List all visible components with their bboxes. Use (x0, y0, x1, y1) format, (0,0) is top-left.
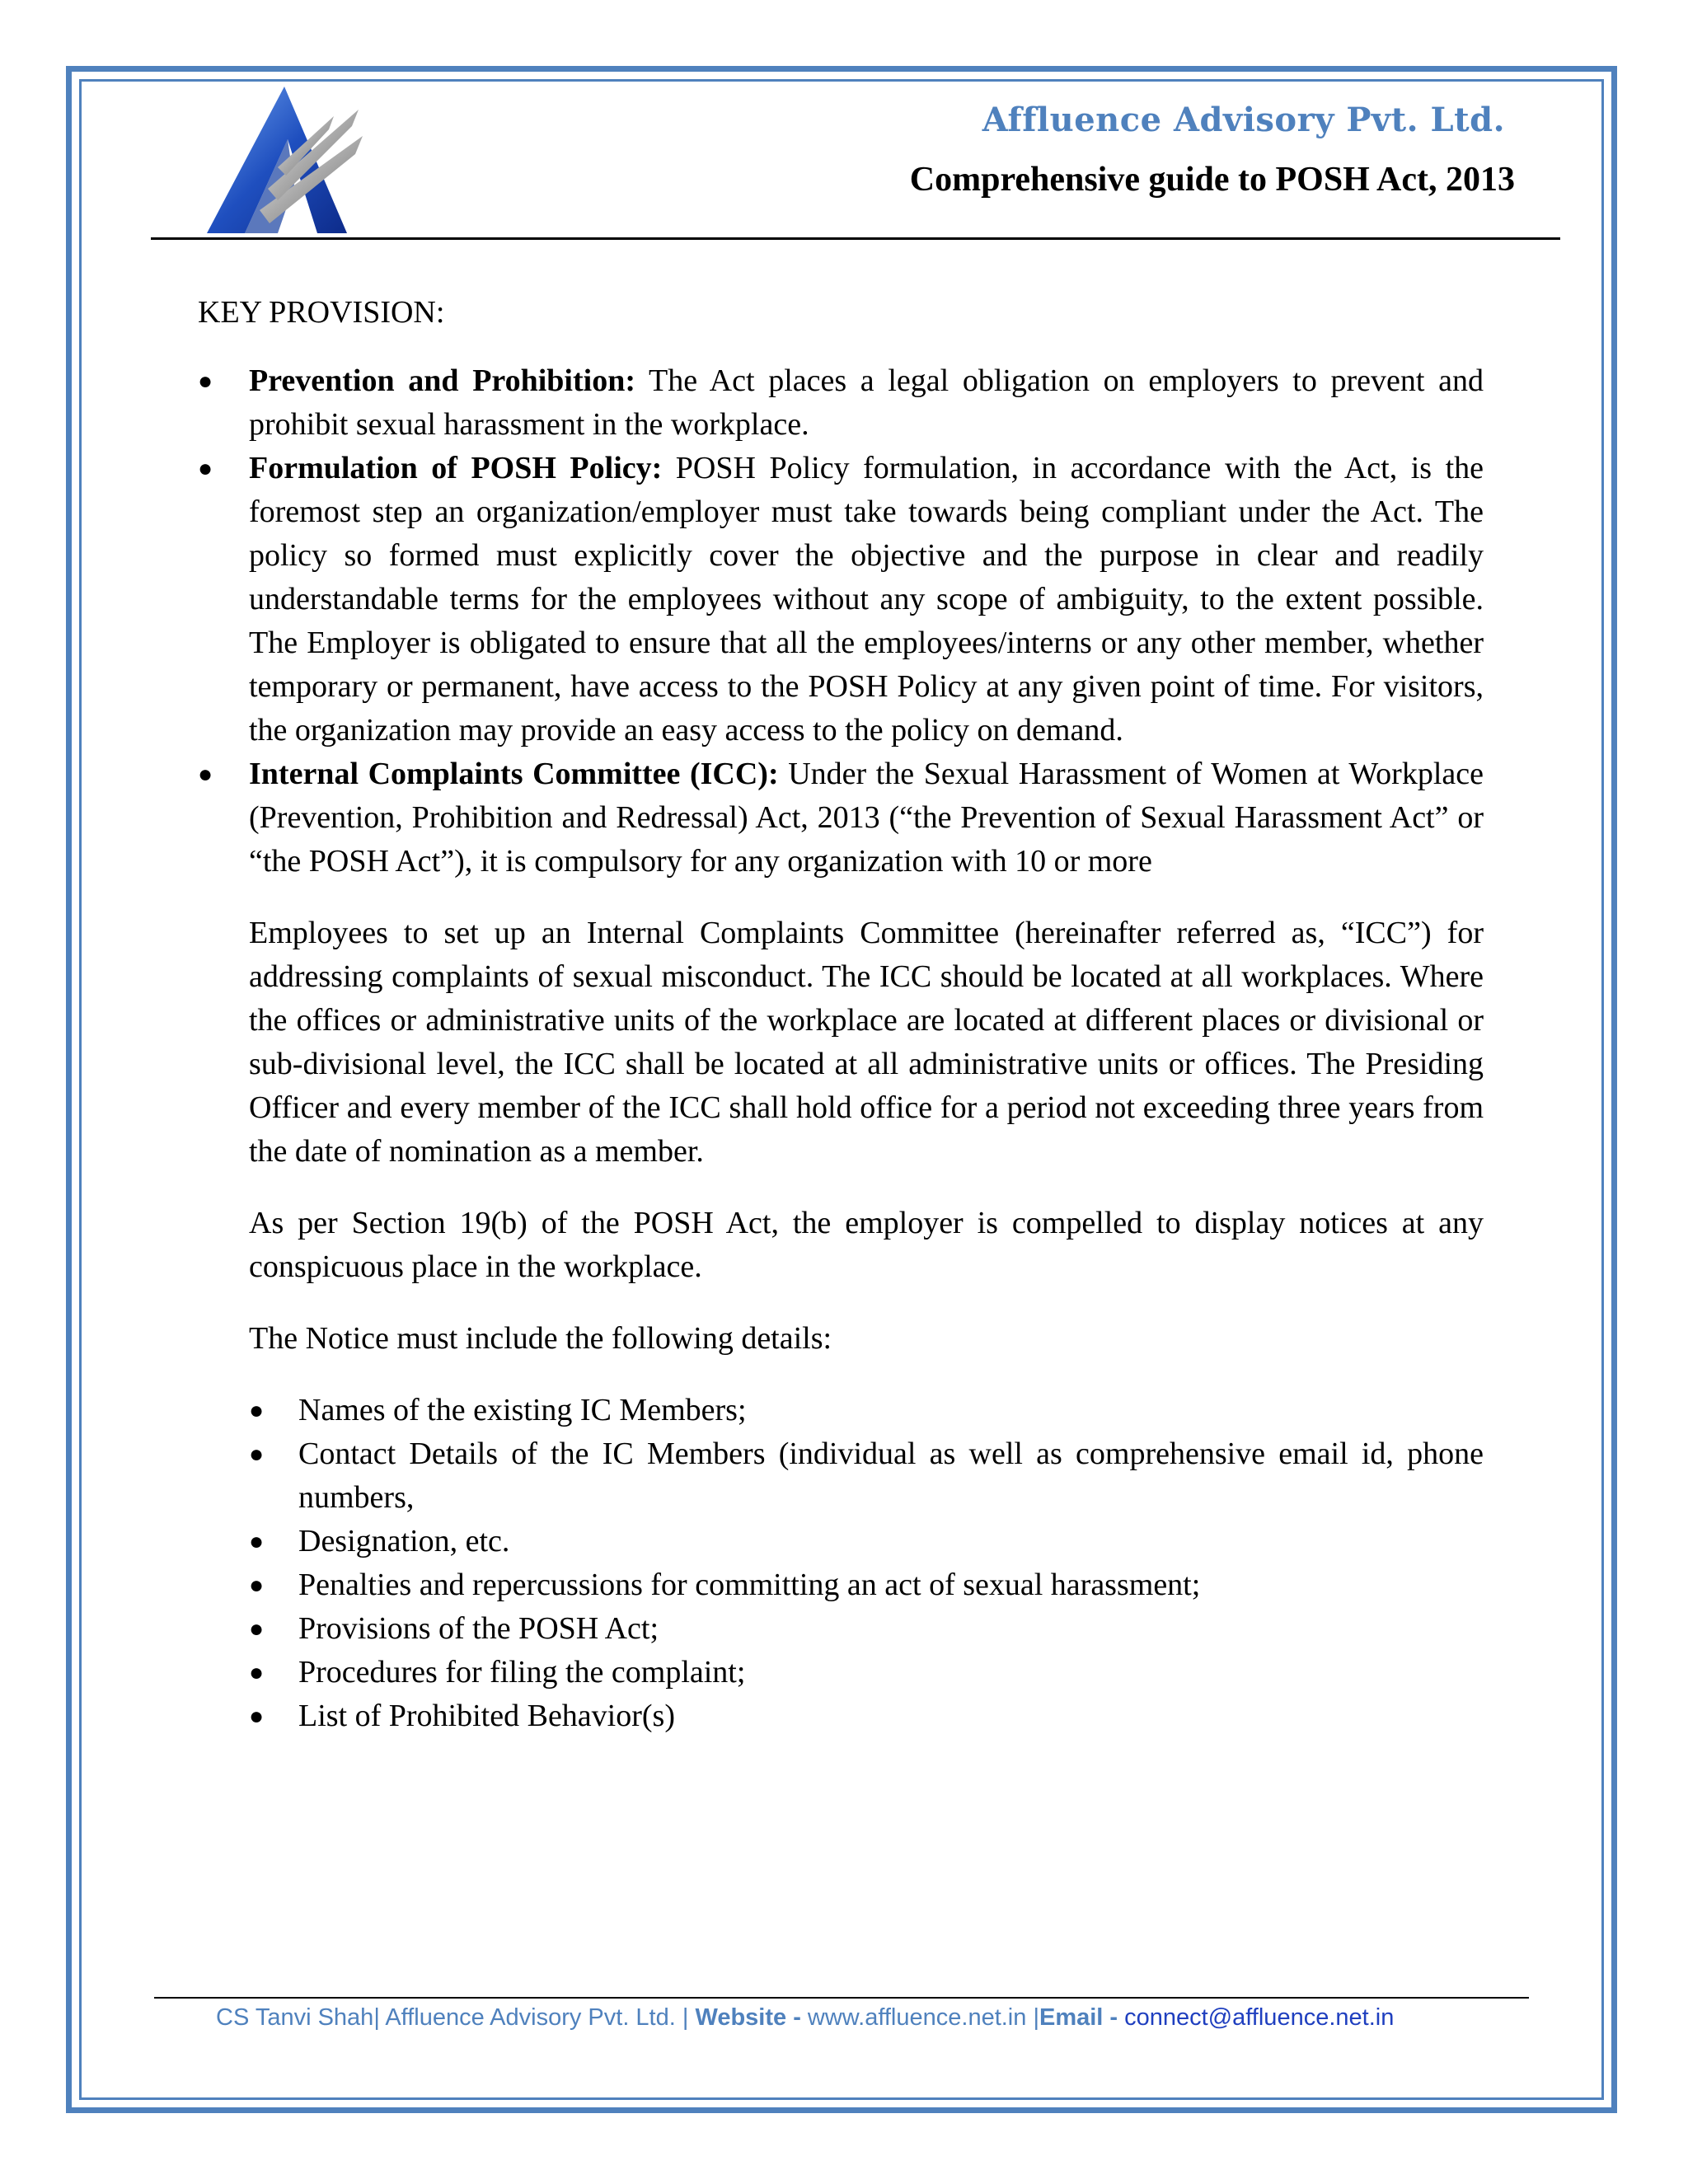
footer-author: CS Tanvi Shah (216, 2004, 374, 2031)
provisions-list (198, 359, 1484, 883)
bullet-icon: ● (249, 1615, 265, 1643)
bullet-icon: ● (249, 1703, 265, 1730)
icc-paragraph: Employees to set up an Internal Complaints Committee (hereinafter referred as, “ICC”) for addressing complaints of sexual misconduct. The ICC should be located at all workplaces. Where the offices or administrative units of the workplace are located at different places or divisional or sub-divisional level, the ICC shall be located at all administrative units or offices. The Presiding Officer and every member of the ICC shall hold office for a period not exceeding three years from the date of nomination as a member. (249, 916, 1484, 1169)
provision-item (198, 359, 1484, 447)
company-name: Affluence Advisory Pvt. Ltd. (982, 101, 1505, 139)
document-title: Comprehensive guide to POSH Act, 2013 (909, 161, 1515, 199)
document-body (198, 291, 1484, 1738)
bullet-icon: ● (198, 761, 213, 788)
list-item: ● Provisions of the POSH Act; (249, 1607, 1484, 1651)
provision-text: Under the Sexual Harassment of Women at Workplace (Prevention, Prohibition and Redressal) Act, 2013 (“the Prevention of Sexual Harassment Act” or “the POSH Act”), it is compulsory for any organization with 10 or more (249, 757, 1484, 879)
footer-website-link[interactable]: www.affluence.net.in (807, 2004, 1027, 2031)
list-item: ● Names of the existing IC Members; (249, 1389, 1484, 1432)
provision-title: Formulation of POSH Policy: (249, 451, 663, 485)
footer-company: Affluence Advisory Pvt. Ltd. (385, 2004, 676, 2031)
section-heading: KEY PROVISION: (198, 295, 445, 330)
bullet-icon: ● (249, 1441, 265, 1468)
footer-divider (154, 1997, 1529, 1999)
footer-email-link[interactable]: connect@affluence.net.in (1124, 2004, 1395, 2031)
list-item: ● Procedures for filing the complaint; (249, 1651, 1484, 1694)
list-item: ● Contact Details of the IC Members (individual as well as comprehensive email id, phone numbers, (249, 1432, 1484, 1520)
bullet-icon: ● (198, 455, 213, 482)
provision-text: POSH Policy formulation, in accordance with the Act, is the foremost step an organization/employer must take towards being compliant under the Act. The policy so formed must explicitly cover the objective and the purpose in clear and readily understandable terms for the employees without any scope of ambiguity, to the extent possible. The Employer is obligated to ensure that all the employees/interns or any other member, whether temporary or permanent, have access to the POSH Policy at any given point of time. For visitors, the organization may provide an easy access to the policy on demand. (249, 451, 1484, 748)
provision-title: Internal Complaints Committee (ICC): (249, 757, 779, 791)
bullet-icon: ● (249, 1397, 265, 1424)
bullet-icon: ● (249, 1572, 265, 1599)
list-item: ● Designation, etc. (249, 1520, 1484, 1563)
section-19b-paragraph: As per Section 19(b) of the POSH Act, the employer is compelled to display notices at any conspicuous place in the workplace. (249, 1206, 1484, 1284)
list-item: ● Penalties and repercussions for committing an act of sexual harassment; (249, 1563, 1484, 1607)
page-footer: CS Tanvi Shah| Affluence Advisory Pvt. Ltd. | Website - www.affluence.net.in |Email - connect@affluence.net.in (216, 2004, 1395, 2031)
footer-website-label: Website - (695, 2004, 801, 2031)
notice-intro: The Notice must include the following details: (249, 1321, 832, 1356)
bullet-icon: ● (249, 1659, 265, 1686)
footer-email-label: Email - (1039, 2004, 1118, 2031)
company-logo-icon (202, 87, 363, 235)
provision-title: Prevention and Prohibition: (249, 363, 635, 398)
bullet-icon: ● (198, 368, 213, 395)
notice-details-list (249, 1389, 1484, 1738)
provision-text: The Act places a legal obligation on employers to prevent and prohibit sexual harassment in the workplace. (249, 363, 1484, 442)
provision-item (198, 752, 1484, 883)
list-item: ● List of Prohibited Behavior(s) (249, 1694, 1484, 1738)
header-divider (151, 237, 1560, 240)
bullet-icon: ● (249, 1528, 265, 1555)
provision-item (198, 447, 1484, 752)
